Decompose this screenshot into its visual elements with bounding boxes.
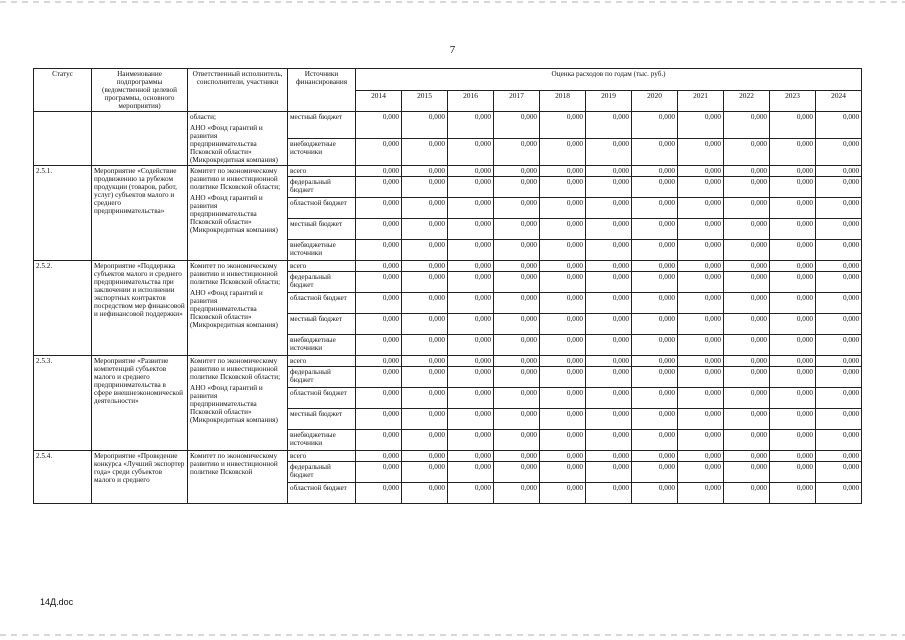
responsible-line: АНО «Фонд гарантий и развития предпринимательства Псковской области» (Микрокредитная компания) <box>190 194 278 234</box>
value-cell: 0,000 <box>770 293 816 314</box>
value-cell: 0,000 <box>356 240 402 261</box>
value-cell: 0,000 <box>402 335 448 356</box>
value-cell: 0,000 <box>724 240 770 261</box>
responsible-cell <box>188 112 288 166</box>
value-cell: 0,000 <box>678 293 724 314</box>
value-cell: 0,000 <box>402 240 448 261</box>
value-cell: 0,000 <box>678 430 724 451</box>
value-cell: 0,000 <box>724 261 770 272</box>
value-cell: 0,000 <box>770 261 816 272</box>
value-cell: 0,000 <box>540 314 586 335</box>
source-cell: федеральный бюджет <box>288 272 356 293</box>
value-cell: 0,000 <box>356 367 402 388</box>
footer-filename: 14Д.doc <box>40 597 74 607</box>
header-year: 2019 <box>586 90 632 112</box>
value-cell: 0,000 <box>724 293 770 314</box>
header-year: 2024 <box>816 90 862 112</box>
value-cell: 0,000 <box>448 388 494 409</box>
value-cell: 0,000 <box>724 112 770 139</box>
value-cell: 0,000 <box>540 198 586 219</box>
value-cell: 0,000 <box>632 356 678 367</box>
value-cell: 0,000 <box>356 139 402 166</box>
value-cell: 0,000 <box>540 261 586 272</box>
value-cell: 0,000 <box>356 198 402 219</box>
value-cell: 0,000 <box>816 462 862 483</box>
value-cell: 0,000 <box>356 314 402 335</box>
value-cell: 0,000 <box>448 219 494 240</box>
value-cell: 0,000 <box>816 272 862 293</box>
source-cell: всего <box>288 166 356 177</box>
value-cell: 0,000 <box>586 293 632 314</box>
value-cell: 0,000 <box>448 177 494 198</box>
status-cell: 2.5.4. <box>34 451 92 504</box>
value-cell: 0,000 <box>724 219 770 240</box>
value-cell: 0,000 <box>448 335 494 356</box>
value-cell: 0,000 <box>724 272 770 293</box>
source-cell: местный бюджет <box>288 112 356 139</box>
value-cell: 0,000 <box>632 177 678 198</box>
value-cell: 0,000 <box>356 335 402 356</box>
table-header <box>34 69 862 112</box>
value-cell: 0,000 <box>770 177 816 198</box>
value-cell: 0,000 <box>586 139 632 166</box>
value-cell: 0,000 <box>816 261 862 272</box>
value-cell: 0,000 <box>402 293 448 314</box>
source-cell: федеральный бюджет <box>288 367 356 388</box>
value-cell: 0,000 <box>448 356 494 367</box>
value-cell: 0,000 <box>448 240 494 261</box>
value-cell: 0,000 <box>402 166 448 177</box>
source-cell: федеральный бюджет <box>288 462 356 483</box>
responsible-cell <box>188 356 288 451</box>
value-cell: 0,000 <box>770 388 816 409</box>
value-cell: 0,000 <box>402 198 448 219</box>
value-cell: 0,000 <box>770 198 816 219</box>
value-cell: 0,000 <box>356 356 402 367</box>
value-cell: 0,000 <box>724 462 770 483</box>
value-cell: 0,000 <box>586 272 632 293</box>
value-cell: 0,000 <box>494 112 540 139</box>
measure-name-cell: Мероприятие «Проведение конкурса «Лучший экспортер года» среди субъектов малого и среднего <box>92 451 188 504</box>
responsible-line: Комитет по экономическому развитию и инвестиционной политике Псковской области; <box>190 262 281 286</box>
value-cell: 0,000 <box>402 367 448 388</box>
value-cell: 0,000 <box>402 462 448 483</box>
header-name: Наименование подпрограммы (ведомственной целевой программы, основного мероприятия) <box>92 69 188 112</box>
value-cell: 0,000 <box>402 261 448 272</box>
value-cell: 0,000 <box>356 462 402 483</box>
source-cell: внебюджетные источники <box>288 335 356 356</box>
source-cell: областной бюджет <box>288 293 356 314</box>
value-cell: 0,000 <box>494 261 540 272</box>
value-cell: 0,000 <box>724 198 770 219</box>
responsible-line: АНО «Фонд гарантий и развития предпринимательства Псковской области» (Микрокредитная компания) <box>190 124 278 164</box>
value-cell: 0,000 <box>724 483 770 504</box>
value-cell: 0,000 <box>816 356 862 367</box>
value-cell: 0,000 <box>816 367 862 388</box>
value-cell: 0,000 <box>586 409 632 430</box>
value-cell: 0,000 <box>448 314 494 335</box>
value-cell: 0,000 <box>494 388 540 409</box>
value-cell: 0,000 <box>770 219 816 240</box>
value-cell: 0,000 <box>678 240 724 261</box>
value-cell: 0,000 <box>678 409 724 430</box>
value-cell: 0,000 <box>494 367 540 388</box>
value-cell: 0,000 <box>632 261 678 272</box>
status-cell: 2.5.1. <box>34 166 92 261</box>
value-cell: 0,000 <box>816 409 862 430</box>
value-cell: 0,000 <box>816 166 862 177</box>
header-year: 2018 <box>540 90 586 112</box>
responsible-cell <box>188 451 288 504</box>
value-cell: 0,000 <box>678 261 724 272</box>
value-cell: 0,000 <box>494 166 540 177</box>
value-cell: 0,000 <box>770 112 816 139</box>
value-cell: 0,000 <box>402 139 448 166</box>
value-cell: 0,000 <box>816 430 862 451</box>
value-cell: 0,000 <box>816 177 862 198</box>
value-cell: 0,000 <box>356 293 402 314</box>
value-cell: 0,000 <box>356 430 402 451</box>
value-cell: 0,000 <box>678 483 724 504</box>
value-cell: 0,000 <box>632 272 678 293</box>
value-cell: 0,000 <box>540 112 586 139</box>
header-year: 2015 <box>402 90 448 112</box>
value-cell: 0,000 <box>356 409 402 430</box>
value-cell: 0,000 <box>678 198 724 219</box>
source-cell: всего <box>288 451 356 462</box>
value-cell: 0,000 <box>678 219 724 240</box>
scan-artifact-bottom <box>0 634 905 636</box>
value-cell: 0,000 <box>494 240 540 261</box>
value-cell: 0,000 <box>586 177 632 198</box>
value-cell: 0,000 <box>540 367 586 388</box>
value-cell: 0,000 <box>678 462 724 483</box>
responsible-line: области; <box>190 113 217 121</box>
value-cell: 0,000 <box>356 388 402 409</box>
value-cell: 0,000 <box>678 139 724 166</box>
value-cell: 0,000 <box>816 388 862 409</box>
responsible-line: Комитет по экономическому развитию и инвестиционной политике Псковской области; <box>190 357 281 381</box>
value-cell: 0,000 <box>402 177 448 198</box>
source-cell: федеральный бюджет <box>288 177 356 198</box>
responsible-line: АНО «Фонд гарантий и развития предпринимательства Псковской области» (Микрокредитная компания) <box>190 289 278 329</box>
value-cell: 0,000 <box>724 451 770 462</box>
value-cell: 0,000 <box>494 483 540 504</box>
responsible-cell <box>188 261 288 356</box>
source-cell: местный бюджет <box>288 314 356 335</box>
source-cell: местный бюджет <box>288 409 356 430</box>
source-cell: областной бюджет <box>288 483 356 504</box>
table-row <box>34 356 862 367</box>
value-cell: 0,000 <box>816 293 862 314</box>
value-cell: 0,000 <box>540 462 586 483</box>
value-cell: 0,000 <box>494 430 540 451</box>
value-cell: 0,000 <box>724 314 770 335</box>
value-cell: 0,000 <box>448 261 494 272</box>
value-cell: 0,000 <box>816 198 862 219</box>
value-cell: 0,000 <box>586 166 632 177</box>
value-cell: 0,000 <box>770 430 816 451</box>
value-cell: 0,000 <box>586 314 632 335</box>
value-cell: 0,000 <box>402 451 448 462</box>
value-cell: 0,000 <box>494 451 540 462</box>
value-cell: 0,000 <box>448 139 494 166</box>
value-cell: 0,000 <box>448 272 494 293</box>
value-cell: 0,000 <box>494 139 540 166</box>
value-cell: 0,000 <box>494 198 540 219</box>
source-cell: внебюджетные источники <box>288 430 356 451</box>
source-cell: всего <box>288 356 356 367</box>
value-cell: 0,000 <box>816 240 862 261</box>
header-year: 2023 <box>770 90 816 112</box>
value-cell: 0,000 <box>586 198 632 219</box>
value-cell: 0,000 <box>448 367 494 388</box>
value-cell: 0,000 <box>586 219 632 240</box>
responsible-line: Комитет по экономическому развитию и инвестиционной политике Псковской <box>190 452 278 476</box>
value-cell: 0,000 <box>770 240 816 261</box>
value-cell: 0,000 <box>586 388 632 409</box>
responsible-cell <box>188 166 288 261</box>
value-cell: 0,000 <box>632 462 678 483</box>
value-cell: 0,000 <box>678 356 724 367</box>
measure-name-cell: Мероприятие «Поддержка субъектов малого и среднего предпринимательства при заключении и исполнении экспортных контрактов посредством мер финансовой и нефинансовой поддержки» <box>92 261 188 356</box>
value-cell: 0,000 <box>540 240 586 261</box>
value-cell: 0,000 <box>632 198 678 219</box>
value-cell: 0,000 <box>494 177 540 198</box>
value-cell: 0,000 <box>448 462 494 483</box>
value-cell: 0,000 <box>356 272 402 293</box>
value-cell: 0,000 <box>678 112 724 139</box>
header-year: 2014 <box>356 90 402 112</box>
value-cell: 0,000 <box>770 451 816 462</box>
value-cell: 0,000 <box>816 451 862 462</box>
value-cell: 0,000 <box>586 356 632 367</box>
value-cell: 0,000 <box>816 219 862 240</box>
value-cell: 0,000 <box>402 388 448 409</box>
value-cell: 0,000 <box>586 367 632 388</box>
value-cell: 0,000 <box>816 335 862 356</box>
header-status: Статус <box>34 69 92 112</box>
value-cell: 0,000 <box>632 219 678 240</box>
value-cell: 0,000 <box>540 293 586 314</box>
value-cell: 0,000 <box>586 430 632 451</box>
value-cell: 0,000 <box>586 451 632 462</box>
value-cell: 0,000 <box>724 139 770 166</box>
value-cell: 0,000 <box>540 177 586 198</box>
measure-name-cell: Мероприятие «Развитие компетенций субъектов малого и среднего предпринимательства в сфере внешнеэкономической деятельности» <box>92 356 188 451</box>
value-cell: 0,000 <box>540 388 586 409</box>
status-cell: 2.5.2. <box>34 261 92 356</box>
value-cell: 0,000 <box>494 314 540 335</box>
value-cell: 0,000 <box>632 451 678 462</box>
value-cell: 0,000 <box>724 388 770 409</box>
value-cell: 0,000 <box>724 356 770 367</box>
value-cell: 0,000 <box>448 483 494 504</box>
value-cell: 0,000 <box>540 430 586 451</box>
table-row <box>34 261 862 272</box>
value-cell: 0,000 <box>586 240 632 261</box>
value-cell: 0,000 <box>632 293 678 314</box>
table-body <box>34 112 862 504</box>
value-cell: 0,000 <box>770 409 816 430</box>
value-cell: 0,000 <box>586 112 632 139</box>
value-cell: 0,000 <box>770 166 816 177</box>
value-cell: 0,000 <box>586 335 632 356</box>
value-cell: 0,000 <box>402 314 448 335</box>
value-cell: 0,000 <box>678 388 724 409</box>
value-cell: 0,000 <box>356 219 402 240</box>
header-sources: Источники финансирования <box>288 69 356 112</box>
value-cell: 0,000 <box>678 367 724 388</box>
value-cell: 0,000 <box>448 198 494 219</box>
value-cell: 0,000 <box>540 356 586 367</box>
value-cell: 0,000 <box>770 335 816 356</box>
header-year: 2017 <box>494 90 540 112</box>
value-cell: 0,000 <box>402 219 448 240</box>
status-cell <box>34 112 92 166</box>
header-year: 2020 <box>632 90 678 112</box>
value-cell: 0,000 <box>724 409 770 430</box>
value-cell: 0,000 <box>632 112 678 139</box>
value-cell: 0,000 <box>632 367 678 388</box>
value-cell: 0,000 <box>356 112 402 139</box>
value-cell: 0,000 <box>448 166 494 177</box>
value-cell: 0,000 <box>632 335 678 356</box>
value-cell: 0,000 <box>356 483 402 504</box>
value-cell: 0,000 <box>724 177 770 198</box>
value-cell: 0,000 <box>816 139 862 166</box>
value-cell: 0,000 <box>678 166 724 177</box>
value-cell: 0,000 <box>494 219 540 240</box>
header-estimate: Оценка расходов по годам (тыс. руб.) <box>356 69 862 91</box>
value-cell: 0,000 <box>678 314 724 335</box>
source-cell: внебюджетные источники <box>288 139 356 166</box>
value-cell: 0,000 <box>724 367 770 388</box>
header-year: 2016 <box>448 90 494 112</box>
measure-name-cell: Мероприятие «Содействие продвижению за рубежом продукции (товаров, работ, услуг) субъектов малого и среднего предпринимательства» <box>92 166 188 261</box>
value-cell: 0,000 <box>494 409 540 430</box>
value-cell: 0,000 <box>678 451 724 462</box>
table-row <box>34 451 862 462</box>
value-cell: 0,000 <box>724 166 770 177</box>
status-cell: 2.5.3. <box>34 356 92 451</box>
measure-name-cell <box>92 112 188 166</box>
value-cell: 0,000 <box>632 166 678 177</box>
value-cell: 0,000 <box>770 367 816 388</box>
value-cell: 0,000 <box>586 462 632 483</box>
value-cell: 0,000 <box>448 409 494 430</box>
value-cell: 0,000 <box>402 483 448 504</box>
value-cell: 0,000 <box>678 335 724 356</box>
value-cell: 0,000 <box>632 388 678 409</box>
value-cell: 0,000 <box>770 462 816 483</box>
value-cell: 0,000 <box>770 356 816 367</box>
value-cell: 0,000 <box>678 272 724 293</box>
value-cell: 0,000 <box>356 261 402 272</box>
value-cell: 0,000 <box>770 272 816 293</box>
page-number: 7 <box>449 44 456 56</box>
value-cell: 0,000 <box>402 356 448 367</box>
value-cell: 0,000 <box>540 272 586 293</box>
value-cell: 0,000 <box>586 261 632 272</box>
value-cell: 0,000 <box>540 483 586 504</box>
budget-table <box>33 68 862 504</box>
value-cell: 0,000 <box>448 293 494 314</box>
value-cell: 0,000 <box>632 314 678 335</box>
value-cell: 0,000 <box>494 272 540 293</box>
value-cell: 0,000 <box>356 177 402 198</box>
responsible-line: АНО «Фонд гарантий и развития предпринимательства Псковской области» (Микрокредитная компания) <box>190 384 278 424</box>
value-cell: 0,000 <box>356 451 402 462</box>
value-cell: 0,000 <box>402 430 448 451</box>
source-cell: областной бюджет <box>288 388 356 409</box>
value-cell: 0,000 <box>494 335 540 356</box>
header-year: 2022 <box>724 90 770 112</box>
value-cell: 0,000 <box>632 240 678 261</box>
table-row <box>34 166 862 177</box>
value-cell: 0,000 <box>816 112 862 139</box>
value-cell: 0,000 <box>586 483 632 504</box>
value-cell: 0,000 <box>494 293 540 314</box>
value-cell: 0,000 <box>402 272 448 293</box>
source-cell: всего <box>288 261 356 272</box>
value-cell: 0,000 <box>540 335 586 356</box>
scan-artifact-top <box>0 1 905 3</box>
value-cell: 0,000 <box>356 166 402 177</box>
value-cell: 0,000 <box>632 409 678 430</box>
value-cell: 0,000 <box>816 314 862 335</box>
value-cell: 0,000 <box>540 139 586 166</box>
value-cell: 0,000 <box>540 409 586 430</box>
header-responsible: Ответственный исполнитель, соисполнители, участники <box>188 69 288 112</box>
header-year: 2021 <box>678 90 724 112</box>
value-cell: 0,000 <box>632 139 678 166</box>
value-cell: 0,000 <box>540 451 586 462</box>
value-cell: 0,000 <box>540 166 586 177</box>
value-cell: 0,000 <box>770 139 816 166</box>
value-cell: 0,000 <box>448 451 494 462</box>
value-cell: 0,000 <box>448 430 494 451</box>
value-cell: 0,000 <box>494 356 540 367</box>
responsible-line: Комитет по экономическому развитию и инвестиционной политике Псковской области; <box>190 167 281 191</box>
value-cell: 0,000 <box>632 430 678 451</box>
value-cell: 0,000 <box>724 335 770 356</box>
value-cell: 0,000 <box>494 462 540 483</box>
value-cell: 0,000 <box>770 314 816 335</box>
value-cell: 0,000 <box>402 112 448 139</box>
value-cell: 0,000 <box>632 483 678 504</box>
value-cell: 0,000 <box>402 409 448 430</box>
source-cell: местный бюджет <box>288 219 356 240</box>
source-cell: областной бюджет <box>288 198 356 219</box>
value-cell: 0,000 <box>678 177 724 198</box>
source-cell: внебюджетные источники <box>288 240 356 261</box>
value-cell: 0,000 <box>448 112 494 139</box>
value-cell: 0,000 <box>816 483 862 504</box>
value-cell: 0,000 <box>724 430 770 451</box>
value-cell: 0,000 <box>770 483 816 504</box>
value-cell: 0,000 <box>540 219 586 240</box>
table-row <box>34 112 862 139</box>
